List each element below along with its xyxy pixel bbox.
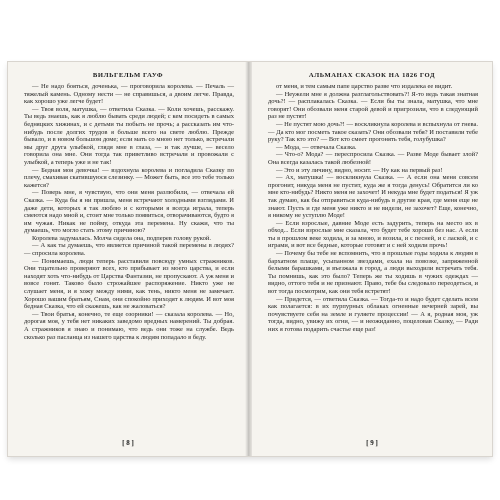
left-page [8,62,248,456]
right-page-number: [ 9 ] [366,439,378,447]
paragraph: — Не пустят мою дочь?! — воскликнула королева и вспыхнула от гнева. — Да кто мог посметь такое сказать? Они обозвали тебя? И поставили тебе руку? Так кто это? — Вот кто смеет прогонять тебя, голубушка? [268,120,478,144]
paragraph: — Твоя воля, матушка, — ответила Сказка. — Коли хочешь, расскажу. Ты ведь знаешь, как я люблю бывать среди людей; с кем посидеть в самых бедняцких хижинах, и с детьми ты побыть не прочь; а рассказать им что-нибудь после долгих трудов я больше всего на свете люблю. Прежде бывало, и в новом большом доме; если мать со мною нет только, встречали мы друг друга улыбкой, глядя мне в глаза, — и так лучше, — весело говорила она мне. Они тогда так приветливо встречали и провожали с улыбкой, а теперь уже и не так! [24,105,234,166]
right-page-text [268,83,478,334]
left-page-number: [ 8 ] [122,439,134,447]
paragraph: — Твои братья, конечно, те еще озорники! — сказала королева. — Но, дорогая моя, у тебя нет никаких заведомо вредных намерений. Ты добрая. А стражников я знаю и понимаю, что ведь они тоже на службе. Ведь сколько раз пасланца из нашего царства к людям попадало в беду. [24,310,234,341]
paragraph: — Почему бы тебе не вспомнить, что в прошлые годы ходила к людям в бархатном плаще, усыпанном звездами, ехала на повозке, запряженной белыми барашками, и въезжала в город, а люди выходили встречать тебя. Ты помнишь, как это было? Теперь же ты ходишь в чужих одеждах — видно, оттого тебя и не признают. Право, тебе бы следовало переодеться, и вот тогда посмотрим, как они тебя встретят! [268,250,478,296]
open-book [8,62,492,456]
paragraph: — Придется, — ответила Сказка. — Тогда-то и надо будет сделать всем как полагается: в их пурпурных облаках огненные вечерней зарей, вы почувствуете себя на земле и гуляете процессии! — А я, родная моя, уж тогда, видно, увижу их огни, — и неожиданно, поцеловав Сказку, — Ради них я готова подарить счастье еще раз! [268,295,478,333]
paragraph: — Если взрослые, давние Моде есть задурить, теперь на место их в обход... Если взрослые мне сказала, что будет тебе хорошо без нас. А если ты в прошлом веке ходила, и за мною, и возила, и с песней, и с лаской, и с играми, и вот все бедные, которые готовят и с ней ходили прочь! [268,219,478,250]
paragraph: — Что-о? Мода? — переспросила Сказка. — Разве Моде бывает злой? Она всегда казалась такой любезной! [268,151,478,166]
right-page [252,62,492,456]
paragraph: — Понимаешь, люди теперь расставили повсюду умных стражников. Они тщательно проверяют всех, кто прибывает из моего царства, и если находят хоть что-нибудь от Царства Фантазии, не пропускают. А уж меня и вовсе гонят. Таково было строжайшее распоряжение. Никто уже не слушает меня, и я хожу между ними, как тень, никто меня не замечает. Хорошо вашим братьям, Снам, они спокойно приходят к людям. И вот моя бедная Сказка, что ей скажешь, как не жаловаться? [24,257,234,311]
paragraph: — Неужели мне я должна разглагольствовать?! Я-то ведь такая знатная дочь?! — расплакалась Сказка. — Если бы ты знала, матушка, что мне говорят! Они обозвали меня старой девой и пригрозили, что в следующий раз не пустят! [268,90,478,121]
left-page-text [24,83,234,341]
paragraph: Королева задумалась. Молча сидела она, подперев голову рукой. [32,234,211,242]
paragraph: — Бедная моя девочка! — вздохнула королева и погладила Сказку по плечу, смахивая скатившуюся слезинку. — Может быть, все это тебе только кажется? [24,166,234,189]
paragraph: — Это и эту личину, видно, носит. — Ну как на первый раз! [276,166,443,174]
paragraph: от меня, и тем самым папе царство разве что издалека ее видит. [276,83,453,90]
paragraph: — Не надо бояться, доченька, — проговорила королева. — Печаль — тяжелый камень. Одному нести — не справишься, а двоим легче. Правда, как хорошо уже легче будет! [24,83,234,106]
paragraph: — Ах, матушка! — воскликнула Сказка. — А если она меня совсем прогонит, никуда меня не пустит, куда же я тогда денусь! Обратится ли ко мне кто-нибудь? Никто меня не захочет! И некуда мне будет податься! Я уж так думаю, как бы отправиться куда-нибудь в другие края, где меня еще не знают. Пусть и где меня уже никто и не видели, не захочет? Еще, конечно, я никому не уступлю Моде! [268,174,478,220]
paragraph: — Поверь мне, я чувствую, что они меня разлюбили, — отвечала ей Сказка. — Куда бы я ни пришла, меня встречают холодными взглядами. И даже дети, которых я так люблю и с которыми я всегда играла, теперь смеются надо мной и, стоит мне только появиться, отворачиваются, будто я им чужая. Никак не пойму, откуда эта перемена. Ну скажи, что ты думаешь, что могло стать этому причиною? [24,189,234,235]
left-running-head: ВИЛЬГЕЛЬМ ГАУФ [92,72,164,79]
paragraph: — Мода, — отвечала Сказка. [276,143,357,151]
paragraph: — А как ты думаешь, что является причиной такой перемены в людях? — спросила королева. [24,242,234,258]
right-running-head: АЛЬМАНАХ СКАЗОК НА 1826 ГОД [308,72,436,79]
